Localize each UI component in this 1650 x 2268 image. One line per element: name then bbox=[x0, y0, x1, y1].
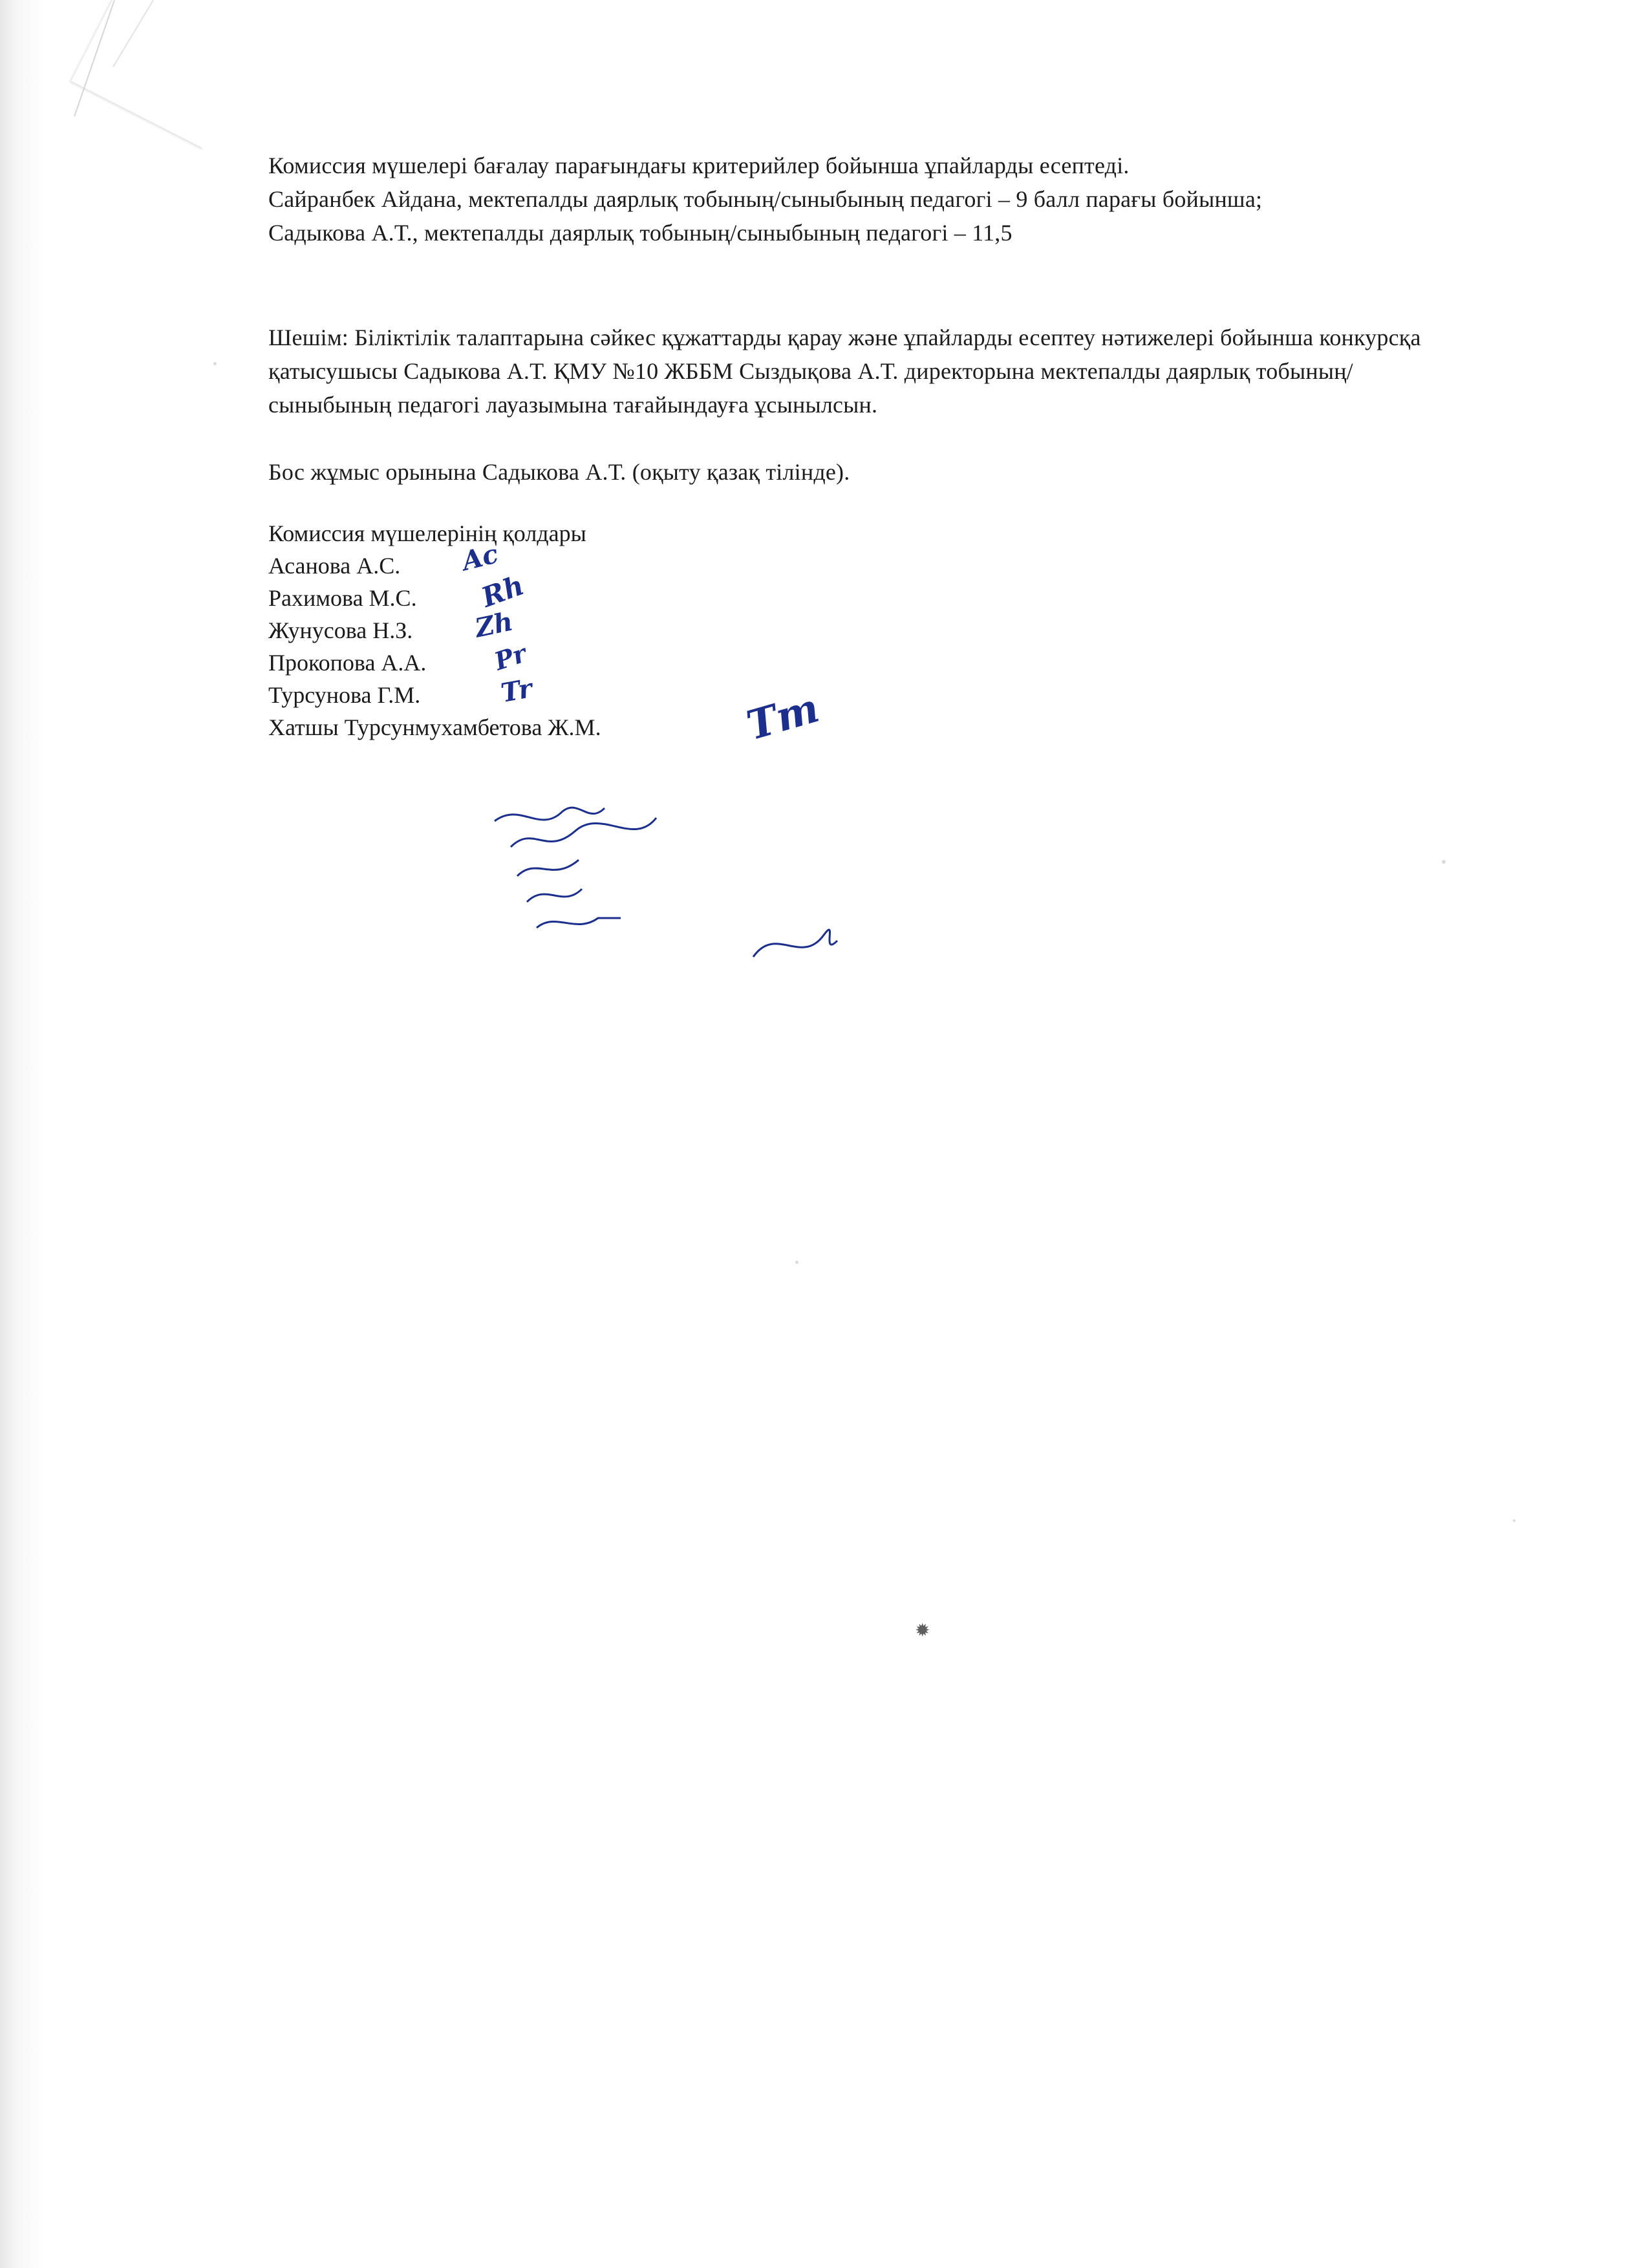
signature-row bbox=[268, 569, 1490, 614]
member-name: Жунусова Н.З. bbox=[268, 617, 413, 643]
signature-row bbox=[268, 673, 1490, 711]
scan-speck bbox=[1513, 1519, 1516, 1522]
signatures-block bbox=[268, 517, 1490, 750]
handwritten-signature: Pr bbox=[491, 638, 530, 676]
signature-row bbox=[268, 638, 1490, 679]
intro-line-1: Комиссия мүшелері бағалау парағындағы критерийлер бойынша ұпайларды есептеді. bbox=[268, 153, 1130, 178]
signatures-heading-row bbox=[268, 517, 1490, 550]
intro-line-3: Садыкова А.Т., мектепалды даярлық тобының/сыныбының педагогі – 11,5 bbox=[268, 220, 1012, 246]
signatures-heading: Комиссия мүшелерінің қолдары bbox=[268, 520, 586, 546]
secretary-name: Хатшы Турсунмухамбетова Ж.М. bbox=[268, 714, 601, 740]
intro-line-2: Сайранбек Айдана, мектепалды даярлық тобының/сыныбының педагогі – 9 балл парағы бойынша; bbox=[268, 186, 1263, 212]
ink-stamp-mark: ✹ bbox=[915, 1621, 930, 1641]
handwritten-signature: Rh bbox=[477, 569, 528, 614]
handwritten-signature: Tr bbox=[498, 673, 535, 709]
vacancy-paragraph: Бос жұмыс орынына Садыкова А.Т. (оқыту қазақ тілінде). bbox=[268, 459, 850, 485]
scan-speck bbox=[795, 1261, 798, 1264]
member-name: Асанова А.С. bbox=[268, 553, 401, 579]
member-name: Прокопова А.А. bbox=[268, 650, 427, 676]
handwritten-signature-secretary: Tm bbox=[741, 684, 824, 750]
decision-paragraph: Шешім: Біліктілік талаптарына сәйкес құжаттарды қарау және ұпайларды есептеу нәтижелері бойынша конкурсқа қатысушысы Садыкова А.Т. ҚМУ №10 ЖББМ Сыздықова А.Т. директорына мектепалды даярлық тобының/сыныбының педагогі лауазымына тағайындауға ұсынылсын. bbox=[268, 325, 1421, 418]
handwritten-signature: Ac bbox=[459, 539, 502, 577]
signature-row bbox=[268, 606, 1490, 647]
spacer bbox=[268, 422, 1490, 455]
signature-row bbox=[268, 539, 1490, 582]
member-name: Рахимова М.С. bbox=[268, 585, 417, 611]
member-name: Турсунова Г.М. bbox=[268, 682, 421, 708]
document-body bbox=[268, 149, 1490, 750]
spacer bbox=[268, 250, 1490, 321]
scan-speck bbox=[213, 362, 217, 365]
scan-speck bbox=[1442, 860, 1446, 864]
handwritten-signature: Zh bbox=[472, 606, 516, 644]
